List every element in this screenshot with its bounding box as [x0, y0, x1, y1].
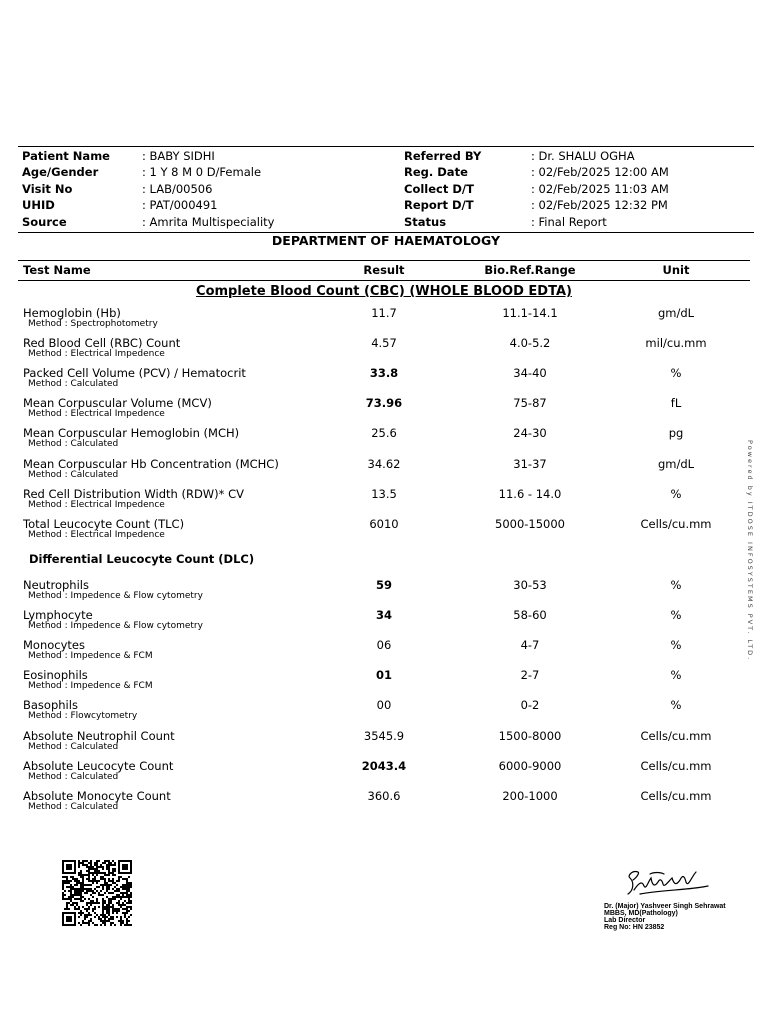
- age-gender-value: : 1 Y 8 M 0 D/Female: [142, 165, 262, 179]
- test-method: Method : Calculated: [28, 439, 119, 450]
- test-result: 73.96: [365, 396, 403, 411]
- test-unit: Cells/cu.mm: [640, 758, 712, 773]
- test-name: Red Cell Distribution Width (RDW)* CV: [23, 486, 244, 501]
- signature-role: Lab Director: [604, 917, 646, 924]
- test-method: Method : Calculated: [28, 741, 119, 752]
- reg-date-label: Reg. Date: [404, 165, 468, 179]
- cbc-section-title: Complete Blood Count (CBC) (WHOLE BLOOD EDTA): [196, 284, 572, 299]
- test-unit: fL: [670, 396, 682, 411]
- test-method: Method : Calculated: [28, 469, 119, 480]
- collect-dt-value: : 02/Feb/2025 11:03 AM: [531, 182, 669, 196]
- test-method: Method : Impedence & FCM: [28, 681, 153, 692]
- test-result: 34.62: [367, 456, 401, 471]
- test-result: 6010: [369, 516, 399, 531]
- test-name: Neutrophils: [23, 578, 89, 592]
- report-dt-label: Report D/T: [404, 198, 474, 212]
- powered-by-text: Powered by ITDOSE INFOSYSTEMS PVT. LTD.: [746, 440, 754, 662]
- table-row: [0, 608, 768, 638]
- table-row: [0, 668, 768, 698]
- status-value: : Final Report: [531, 215, 607, 229]
- test-method: Method : Calculated: [28, 801, 119, 812]
- col-unit: Unit: [662, 263, 690, 277]
- test-method: Method : Flowcytometry: [28, 711, 138, 722]
- test-method: Method : Spectrophotometry: [28, 319, 158, 329]
- test-unit: %: [670, 366, 682, 381]
- test-unit: %: [670, 668, 682, 683]
- patient-name-value: : BABY SIDHI: [142, 149, 215, 163]
- table-row: [0, 366, 768, 396]
- test-ref-range: 0-2: [520, 698, 540, 713]
- test-unit: Cells/cu.mm: [640, 728, 712, 743]
- col-result: Result: [363, 263, 405, 277]
- qr-code-icon: [62, 860, 132, 926]
- test-name: Absolute Neutrophil Count: [23, 728, 175, 743]
- test-ref-range: 5000-15000: [495, 516, 565, 531]
- test-unit: %: [670, 698, 682, 713]
- test-unit: gm/dL: [657, 306, 695, 320]
- uhid-label: UHID: [22, 198, 55, 212]
- test-name: Packed Cell Volume (PCV) / Hematocrit: [23, 366, 246, 381]
- test-unit: %: [670, 638, 682, 653]
- test-ref-range: 31-37: [513, 456, 547, 471]
- test-result: 00: [376, 698, 392, 713]
- dlc-section-title: Differential Leucocyte Count (DLC): [29, 552, 255, 566]
- patient-name-label: Patient Name: [22, 149, 110, 163]
- test-unit: Cells/cu.mm: [640, 516, 712, 531]
- test-method: Method : Calculated: [28, 771, 119, 782]
- test-ref-range: 34-40: [513, 366, 547, 381]
- test-result: 3545.9: [363, 728, 405, 743]
- table-row: [0, 426, 768, 456]
- reg-date-value: : 02/Feb/2025 12:00 AM: [531, 165, 669, 179]
- test-method: Method : Impedence & FCM: [28, 651, 153, 662]
- test-unit: %: [670, 486, 682, 501]
- test-name: Hemoglobin (Hb): [23, 306, 121, 320]
- test-method: Method : Electrical Impedence: [28, 499, 165, 510]
- test-name: Monocytes: [23, 638, 85, 653]
- table-row: [0, 638, 768, 668]
- test-unit: %: [670, 608, 682, 623]
- test-ref-range: 58-60: [513, 608, 547, 623]
- test-ref-range: 4-7: [520, 638, 540, 653]
- table-row: [0, 457, 768, 487]
- test-ref-range: 11.1-14.1: [502, 306, 558, 320]
- test-ref-range: 2-7: [520, 668, 540, 683]
- test-ref-range: 30-53: [513, 578, 547, 592]
- visit-no-label: Visit No: [22, 182, 73, 196]
- signature-reg-no: Reg No: HN 23852: [604, 924, 665, 931]
- table-row: [0, 578, 768, 608]
- test-result: 2043.4: [361, 758, 407, 773]
- test-result: 13.5: [371, 486, 397, 501]
- test-result: 59: [375, 578, 392, 592]
- visit-no-value: : LAB/00506: [142, 182, 213, 196]
- test-method: Method : Electrical Impedence: [28, 529, 165, 540]
- table-row: [0, 759, 768, 789]
- column-header-bottom-rule: [18, 280, 750, 281]
- header-top-rule: [18, 146, 754, 147]
- test-method: Method : Electrical Impedence: [28, 409, 165, 420]
- source-value: : Amrita Multispeciality: [142, 215, 275, 229]
- signature-name: Dr. (Major) Yashveer Singh Sehrawat: [604, 903, 726, 910]
- test-unit: %: [670, 578, 682, 592]
- uhid-value: : PAT/000491: [142, 198, 218, 212]
- test-ref-range: 1500-8000: [498, 728, 562, 743]
- test-result: 01: [375, 668, 392, 683]
- table-row: [0, 789, 768, 819]
- test-name: Mean Corpuscular Hemoglobin (MCH): [23, 426, 240, 441]
- status-label: Status: [404, 215, 447, 229]
- table-row: [0, 729, 768, 759]
- test-result: 33.8: [369, 366, 399, 381]
- test-name: Lymphocyte: [23, 608, 93, 623]
- test-name: Red Blood Cell (RBC) Count: [23, 336, 181, 351]
- table-row: [0, 396, 768, 426]
- test-name: Absolute Leucocyte Count: [23, 758, 174, 773]
- test-ref-range: 6000-9000: [498, 758, 562, 773]
- test-ref-range: 11.6 - 14.0: [498, 486, 562, 501]
- test-method: Method : Impedence & Flow cytometry: [28, 591, 203, 601]
- test-ref-range: 200-1000: [502, 788, 558, 803]
- test-method: Method : Electrical Impedence: [28, 349, 165, 360]
- test-name: Mean Corpuscular Hb Concentration (MCHC): [23, 456, 279, 471]
- test-unit: pg: [668, 426, 684, 441]
- test-unit: mil/cu.mm: [645, 336, 707, 351]
- table-row: [0, 336, 768, 366]
- col-range: Bio.Ref.Range: [484, 263, 576, 277]
- test-unit: gm/dL: [657, 456, 695, 471]
- test-unit: Cells/cu.mm: [640, 788, 712, 803]
- col-test-name: Test Name: [23, 263, 91, 277]
- column-header-top-rule: [18, 260, 750, 261]
- signature-image: [620, 864, 712, 900]
- test-name: Mean Corpuscular Volume (MCV): [23, 396, 212, 411]
- test-result: 34: [375, 608, 392, 623]
- test-result: 11.7: [371, 306, 397, 320]
- table-row: [0, 698, 768, 728]
- referred-by-value: : Dr. SHALU OGHA: [531, 149, 635, 163]
- table-row: [0, 517, 768, 547]
- test-name: Eosinophils: [23, 668, 88, 683]
- table-row: [0, 487, 768, 517]
- age-gender-label: Age/Gender: [22, 165, 99, 179]
- test-method: Method : Impedence & Flow cytometry: [28, 621, 203, 632]
- test-result: 06: [376, 638, 392, 653]
- test-ref-range: 4.0-5.2: [509, 336, 551, 351]
- test-method: Method : Calculated: [28, 379, 119, 390]
- report-dt-value: : 02/Feb/2025 12:32 PM: [531, 198, 668, 212]
- signature-degree: MBBS, MD(Pathology): [604, 910, 678, 917]
- test-result: 360.6: [367, 788, 401, 803]
- department-title: DEPARTMENT OF HAEMATOLOGY: [271, 233, 501, 248]
- test-ref-range: 75-87: [513, 396, 547, 411]
- test-result: 4.57: [371, 336, 397, 351]
- table-row: [0, 306, 768, 336]
- test-ref-range: 24-30: [513, 426, 547, 441]
- referred-by-label: Referred BY: [404, 149, 482, 163]
- test-name: Absolute Monocyte Count: [23, 788, 171, 803]
- test-name: Total Leucocyte Count (TLC): [23, 516, 185, 531]
- collect-dt-label: Collect D/T: [404, 182, 474, 196]
- test-name: Basophils: [23, 698, 78, 713]
- test-result: 25.6: [371, 426, 397, 441]
- source-label: Source: [22, 215, 67, 229]
